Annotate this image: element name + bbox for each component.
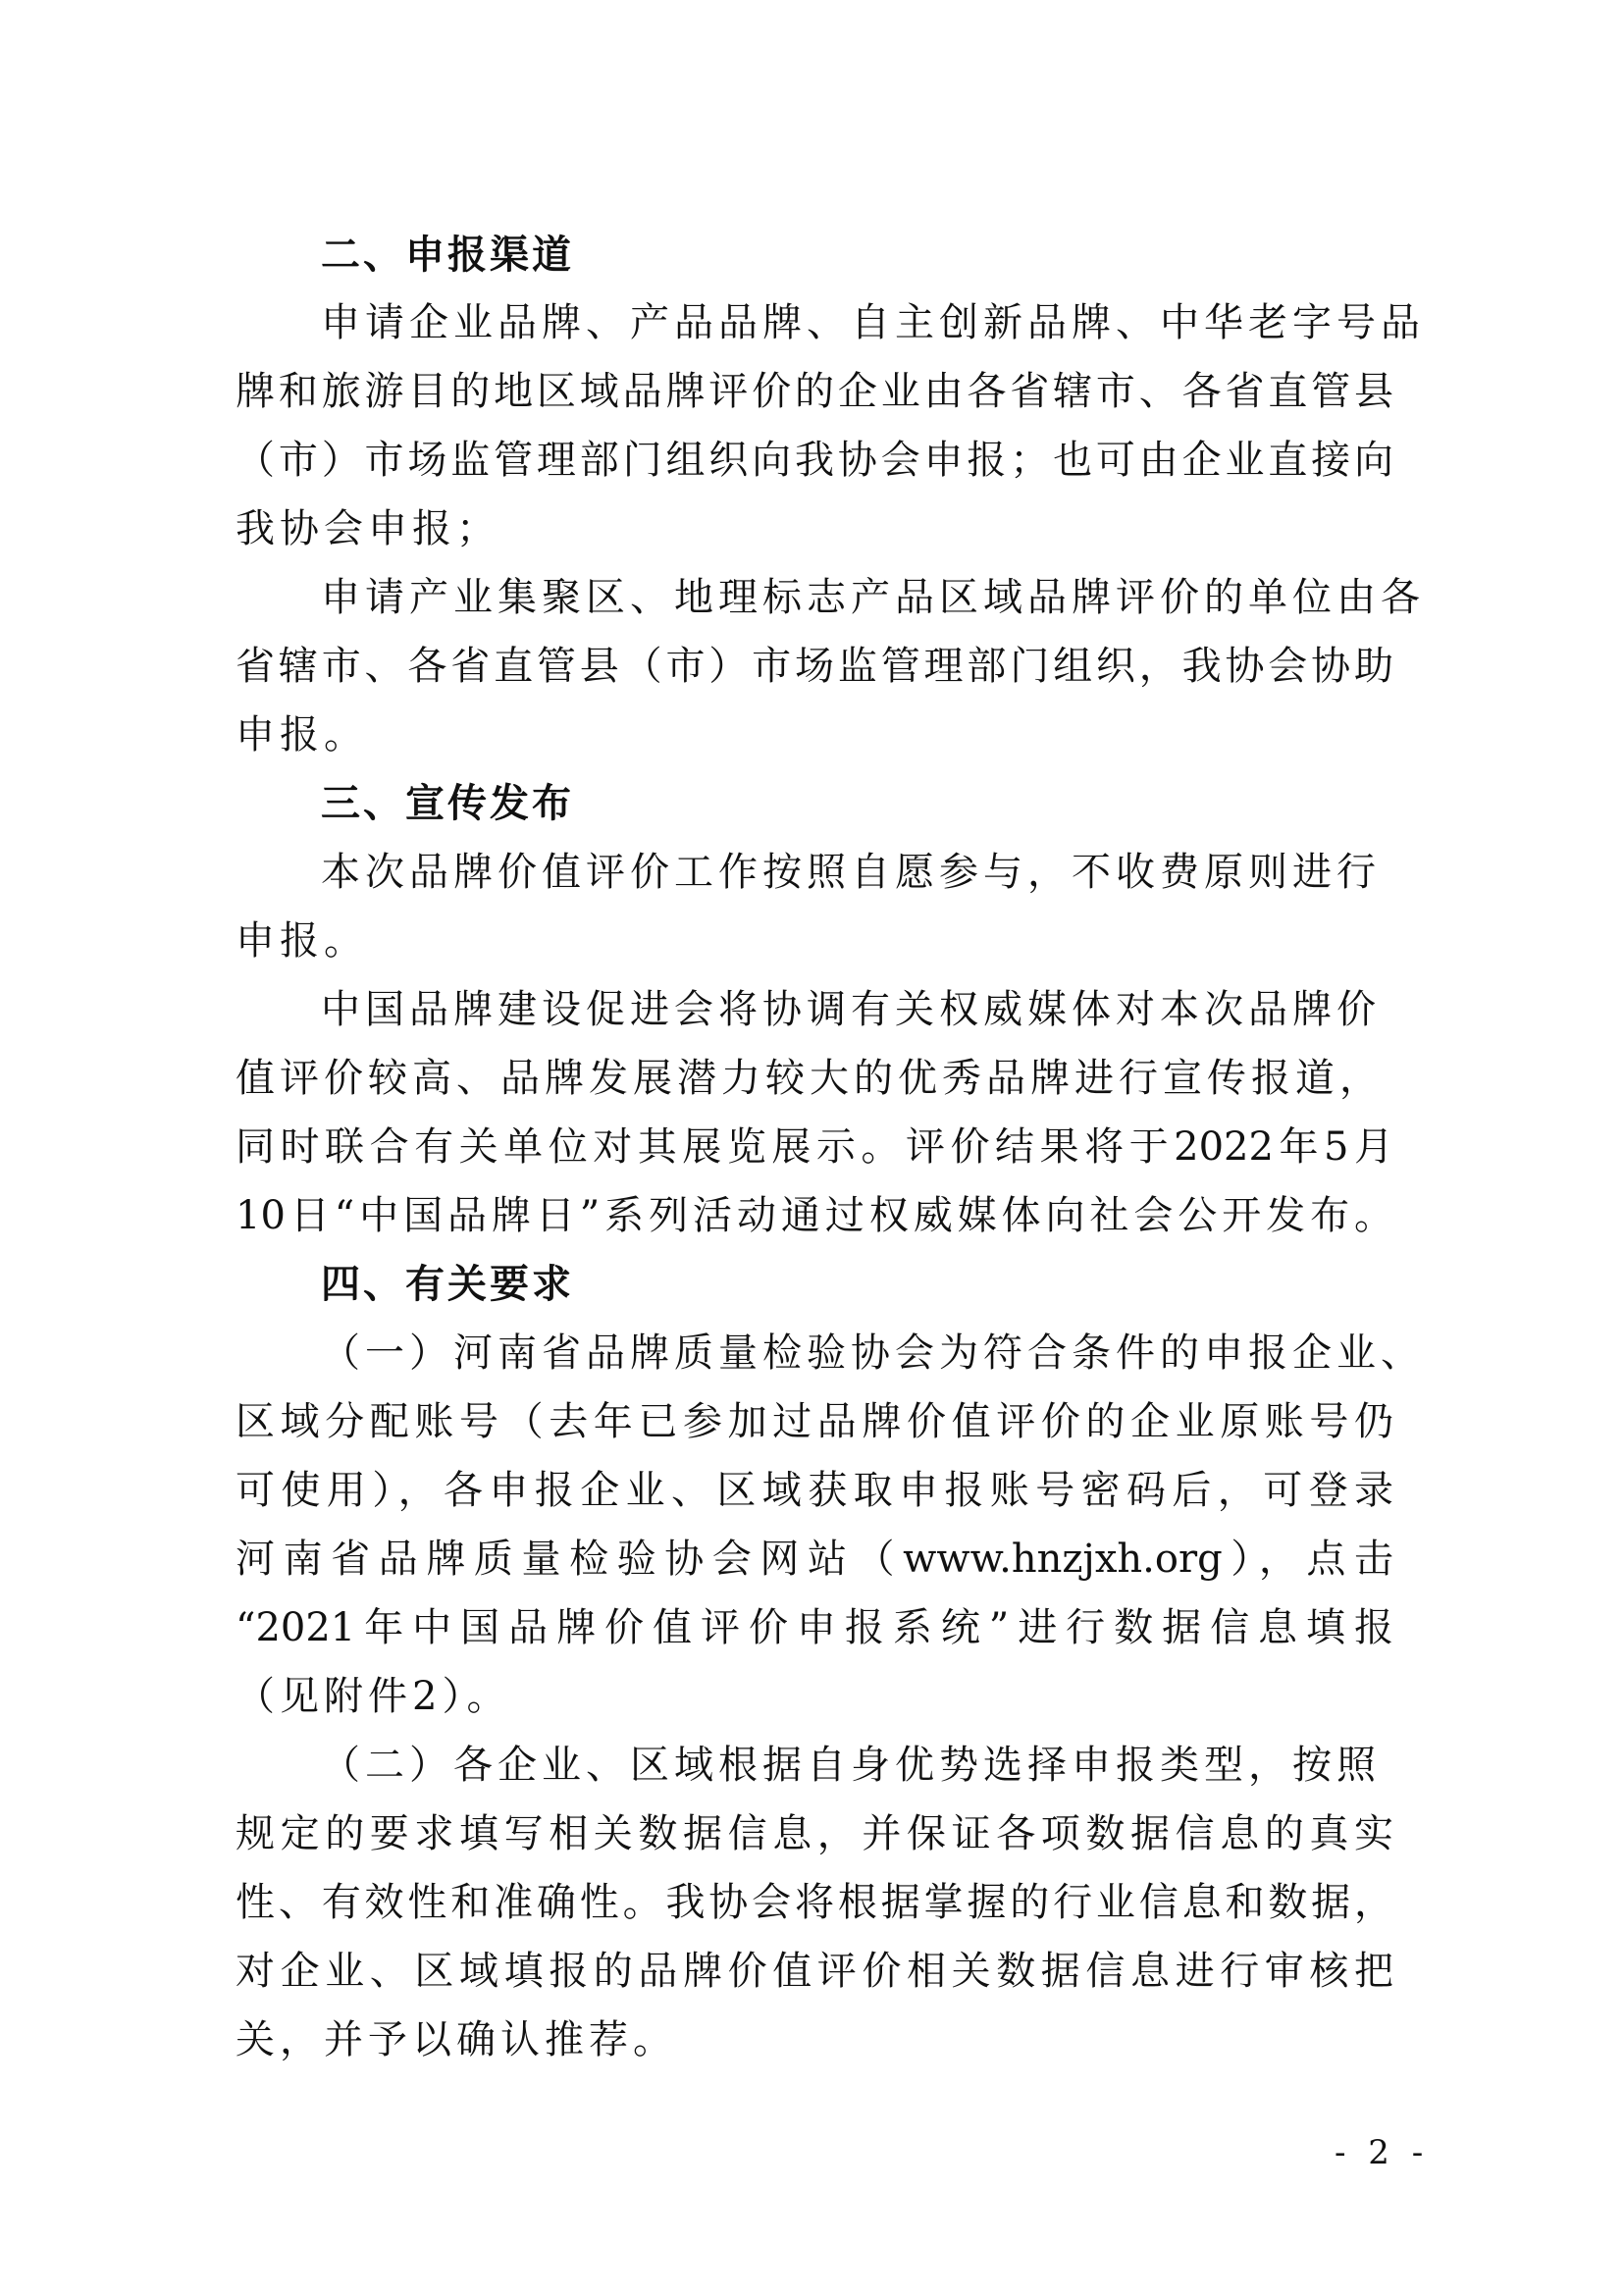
paragraph-line: 值评价较高、品牌发展潜力较大的优秀品牌进行宣传报道， — [236, 1056, 1384, 1101]
page-number: - 2 - — [1335, 2133, 1430, 2172]
paragraph-line: 10日“中国品牌日”系列活动通过权威媒体向社会公开发布。 — [236, 1193, 1393, 1238]
paragraph-line: （市）市场监管理部门组织向我协会申报；也可由企业直接向 — [236, 438, 1393, 483]
paragraph-line: 本次品牌价值评价工作按照自愿参与，不收费原则进行 — [321, 850, 1381, 895]
section-heading-application-channels: 二、申报渠道 — [321, 233, 574, 278]
paragraph-line: 我协会申报； — [236, 506, 500, 551]
section-heading-requirements: 四、有关要求 — [321, 1262, 574, 1307]
paragraph-line: 可使用），各申报企业、区域获取申报账号密码后，可登录 — [236, 1468, 1393, 1513]
paragraph-line: 同时联合有关单位对其展览展示。评价结果将于2022年5月 — [236, 1124, 1393, 1170]
paragraph-line: 省辖市、各省直管县（市）市场监管理部门组织，我协会协助 — [236, 644, 1393, 689]
paragraph-line: 对企业、区域填报的品牌价值评价相关数据信息进行审核把 — [236, 1949, 1393, 1994]
paragraph-line: 河南省品牌质量检验协会网站（www.hnzjxh.org），点击 — [236, 1537, 1393, 1582]
paragraph-line: 申请产业集聚区、地理标志产品区域品牌评价的单位由各 — [321, 575, 1425, 620]
paragraph-line: 申报。 — [236, 918, 368, 964]
paragraph-line: （二）各企业、区域根据自身优势选择申报类型，按照 — [321, 1743, 1381, 1788]
paragraph-line: （见附件2）。 — [236, 1674, 511, 1719]
paragraph-line: 区域分配账号（去年已参加过品牌价值评价的企业原账号仍 — [236, 1399, 1393, 1444]
paragraph-line: 性、有效性和准确性。我协会将根据掌握的行业信息和数据， — [236, 1880, 1393, 1925]
paragraph-line: 牌和旅游目的地区域品牌评价的企业由各省辖市、各省直管县 — [236, 369, 1393, 414]
section-heading-publicity: 三、宣传发布 — [321, 781, 574, 826]
paragraph-line: 关，并予以确认推荐。 — [236, 2017, 677, 2062]
paragraph-line: （一）河南省品牌质量检验协会为符合条件的申报企业、 — [321, 1330, 1425, 1376]
paragraph-line: 中国品牌建设促进会将协调有关权威媒体对本次品牌价 — [321, 987, 1381, 1032]
paragraph-line: 申报。 — [236, 712, 368, 757]
paragraph-line: 申请企业品牌、产品品牌、自主创新品牌、中华老字号品 — [321, 300, 1425, 345]
paragraph-line: “2021年中国品牌价值评价申报系统”进行数据信息填报 — [236, 1605, 1393, 1650]
paragraph-line: 规定的要求填写相关数据信息，并保证各项数据信息的真实 — [236, 1811, 1393, 1856]
